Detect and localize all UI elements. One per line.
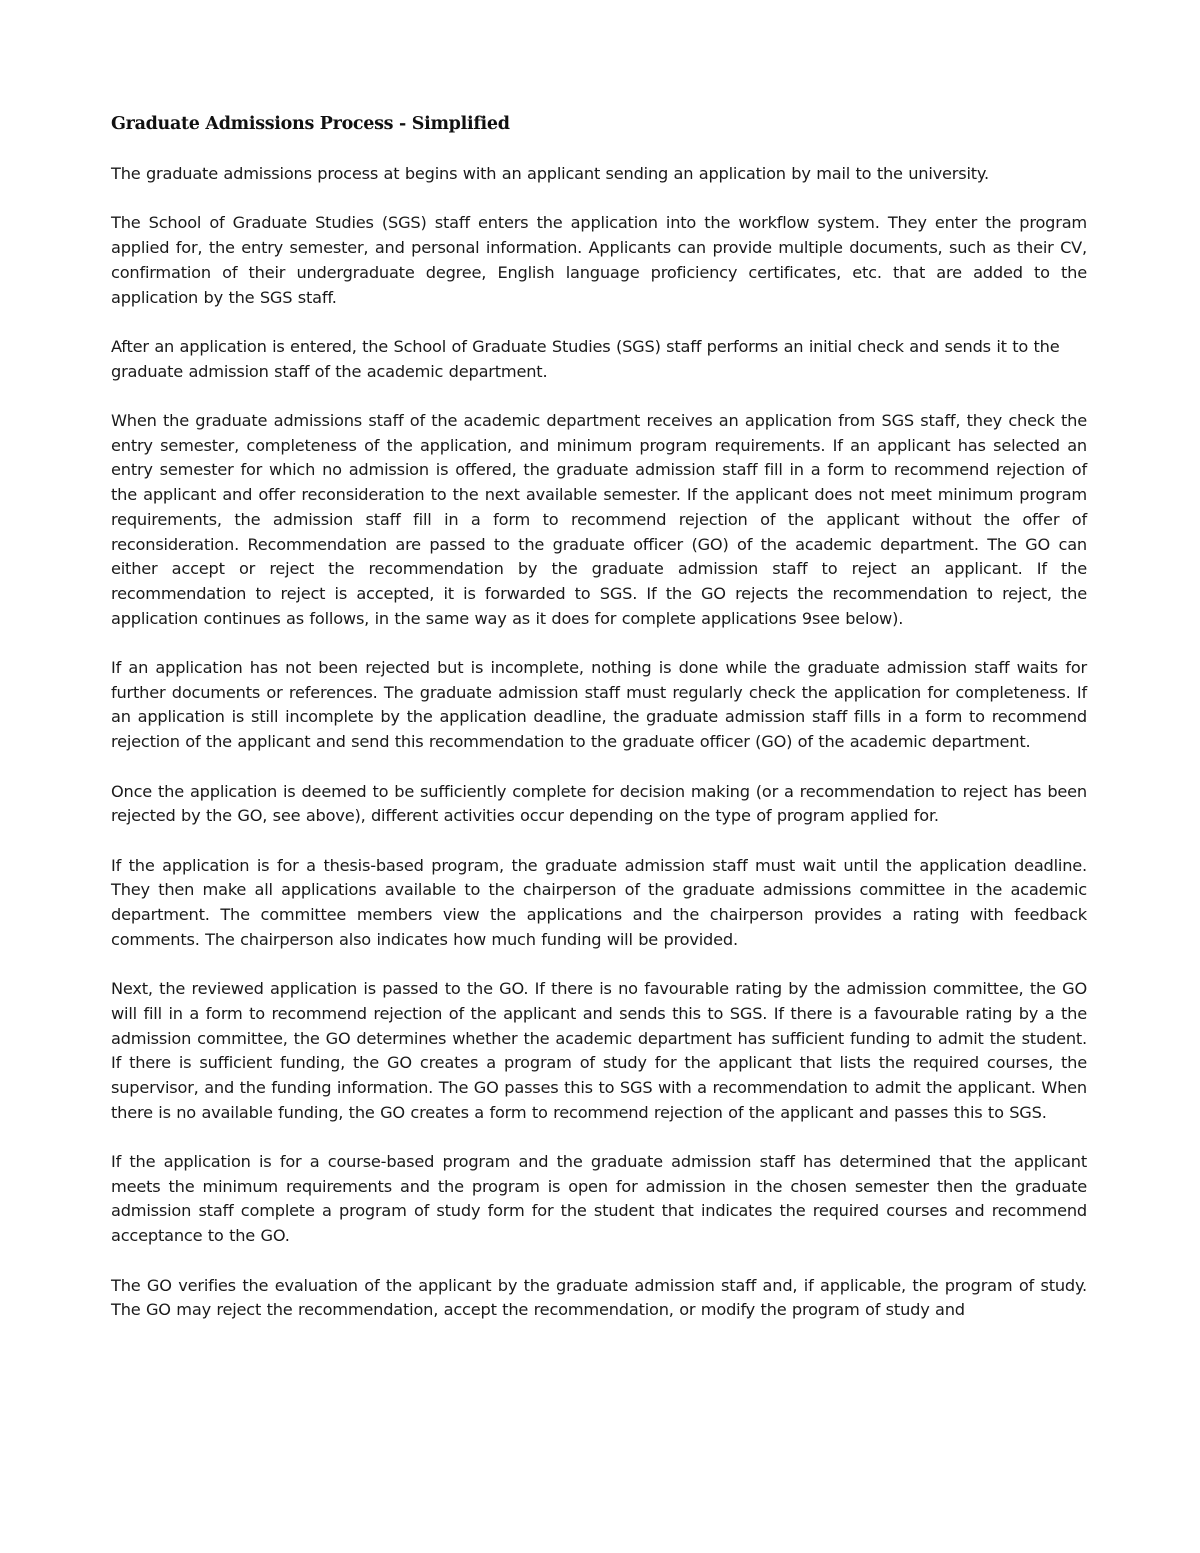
paragraph-course-based: If the application is for a course-based program and the graduate admission staff has determined that the applicant meets the minimum requirements and the program is open for admission in the chosen semester then the graduate admission staff complete a program of study form for the student that indicates the required courses and recommend acceptance to the GO.: [111, 1152, 1087, 1246]
paragraph-go-review: Next, the reviewed application is passed to the GO. If there is no favourable rating by the admission committee, the GO will fill in a form to recommend rejection of the applicant and sends this to SGS. If there is a favourable rating by a the admission committee, the GO determines whether the academic department has sufficient funding to admit the student. If there is sufficient funding, the GO creates a program of study for the applicant that lists the required courses, the supervisor, and the funding information. The GO passes this to SGS with a recommendation to admit the applicant. When there is no available funding, the GO creates a form to recommend rejection of the applicant and passes this to SGS.: [111, 979, 1087, 1122]
document-page: [111, 112, 1087, 1348]
paragraph-incomplete-application: If an application has not been rejected but is incomplete, nothing is done while the graduate admission staff waits for further documents or references. The graduate admission staff must regularly check the application for completeness. If an application is still incomplete by the application deadline, the graduate admission staff fills in a form to recommend rejection of the applicant and send this recommendation to the graduate officer (GO) of the academic department.: [111, 658, 1087, 752]
paragraph-initial-check: After an application is entered, the School of Graduate Studies (SGS) staff performs an initial check and sends it to the graduate admission staff of the academic department.: [111, 336, 1060, 381]
paragraph-thesis-based: If the application is for a thesis-based program, the graduate admission staff must wait until the application deadline. They then make all applications available to the chairperson of the graduate admissions committee in the academic department. The committee members view the applications and the chairperson provides a rating with feedback comments. The chairperson also indicates how much funding will be provided.: [111, 855, 1087, 949]
document-title: Graduate Admissions Process - Simplified: [111, 114, 510, 134]
paragraph-intro: The graduate admissions process at begins with an applicant sending an application by mail to the university.: [111, 164, 989, 183]
paragraph-department-review: When the graduate admissions staff of the academic department receives an application from SGS staff, they check the entry semester, completeness of the application, and minimum program requirements. If an applicant has selected an entry semester for which no admission is offered, the graduate admission staff fill in a form to recommend rejection of the applicant and offer reconsideration to the next available semester. If the applicant does not meet minimum program requirements, the admission staff fill in a form to recommend rejection of the applicant without the offer of reconsideration. Recommendation are passed to the graduate officer (GO) of the academic department. The GO can either accept or reject the recommendation by the graduate admission staff to reject an applicant. If the recommendation to reject is accepted, it is forwarded to SGS. If the GO rejects the recommendation to reject, the application continues as follows, in the same way as it does for complete applications 9see below).: [111, 410, 1087, 628]
paragraph-complete-application: Once the application is deemed to be sufficiently complete for decision making (or a recommendation to reject has been rejected by the GO, see above), different activities occur depending on the type of program applied for.: [111, 781, 1087, 826]
paragraph-sgs-entry: The School of Graduate Studies (SGS) staff enters the application into the workflow system. They enter the program applied for, the entry semester, and personal information. Applicants can provide multiple documents, such as their CV, confirmation of their undergraduate degree, English language proficiency certificates, etc. that are added to the application by the SGS staff.: [111, 213, 1087, 307]
paragraph-go-verification: The GO verifies the evaluation of the applicant by the graduate admission staff and, if applicable, the program of study. The GO may reject the recommendation, accept the recommendation, or modify the program of study and: [111, 1275, 1087, 1320]
